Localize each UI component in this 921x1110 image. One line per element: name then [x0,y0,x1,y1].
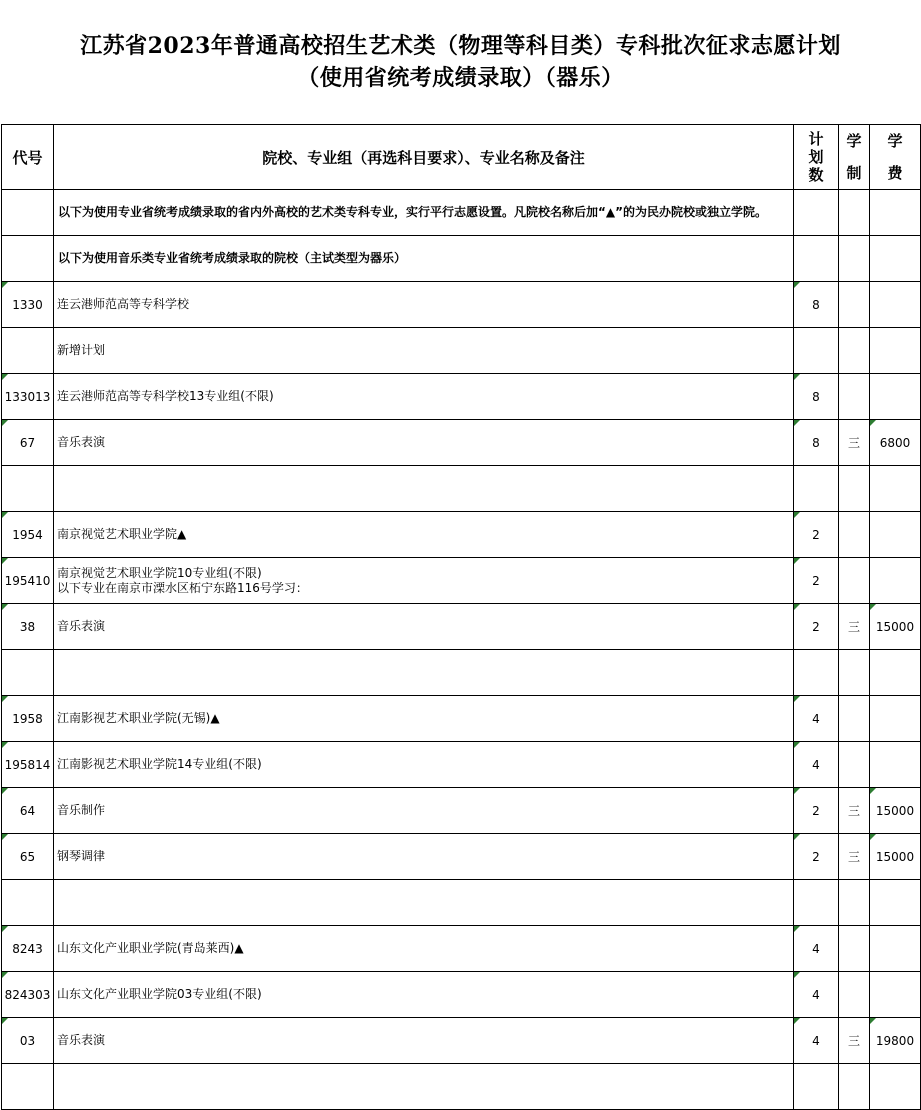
cell-code [2,604,54,650]
cell-plan [794,604,839,650]
cell-fee [870,650,921,696]
header-plan [794,125,839,190]
cell-code-text: 133013 [4,389,51,404]
header-fee-label: 学费 [887,132,903,182]
cell-code-text: 67 [19,435,36,450]
table-row [2,512,921,558]
cell-years-text: 三 [847,436,860,450]
cell-name-text: 钢琴调律 [57,849,106,863]
cell-marker-icon [2,558,8,564]
cell-name [54,466,794,512]
cell-name-text: 江南影视艺术职业学院(无锡)▲ [57,711,220,725]
cell-fee-text: 15000 [875,619,915,634]
cell-name [54,374,794,420]
cell-marker-icon [2,788,8,794]
cell-code-text: 195410 [4,573,51,588]
cell-marker-icon [794,788,800,794]
cell-name [54,420,794,466]
cell-name [54,972,794,1018]
page-title [0,30,921,94]
cell-years [839,880,870,926]
table-header-row [2,125,921,190]
cell-name [54,1064,794,1110]
table-row [2,1018,921,1064]
cell-marker-icon [794,834,800,840]
cell-code [2,1018,54,1064]
cell-years [839,696,870,742]
cell-name [54,926,794,972]
table-row [2,1064,921,1110]
header-name: 院校、专业组（再选科目要求）、专业名称及备注 [54,125,794,190]
cell-fee [870,466,921,512]
cell-marker-icon [2,374,8,380]
cell-name [54,834,794,880]
table-row [2,788,921,834]
cell-name-text: 山东文化产业职业学院03专业组(不限) [57,987,262,1001]
cell-code-text: 03 [19,1033,36,1048]
cell-code [2,650,54,696]
note-private-text: 以下为使用专业省统考成绩录取的省内外高校的艺术类专科专业，实行平行志愿设置。凡院校名称后加“▲”的为民办院校或独立学院。 [54,190,794,236]
cell-fee [870,742,921,788]
note-plan-cell [794,236,839,282]
cell-years [839,1064,870,1110]
cell-code-text: 64 [19,803,36,818]
cell-marker-icon [2,512,8,518]
cell-fee [870,880,921,926]
note-years-cell [839,190,870,236]
cell-code-text: 1954 [12,527,43,542]
cell-plan-text: 4 [812,757,820,772]
cell-code [2,512,54,558]
cell-years [839,834,870,880]
cell-name-text: 新增计划 [57,343,106,357]
cell-marker-icon [2,604,8,610]
cell-marker-icon [794,558,800,564]
cell-code [2,788,54,834]
cell-fee [870,512,921,558]
cell-code [2,558,54,604]
cell-code [2,972,54,1018]
cell-years [839,420,870,466]
title-line-2: （使用省统考成绩录取）（器乐） [297,65,624,91]
cell-years [839,926,870,972]
cell-code-text: 8243 [12,941,43,956]
cell-code-text: 38 [19,619,36,634]
cell-years [839,604,870,650]
cell-marker-icon [794,420,800,426]
note-row-private [2,190,921,236]
note-plan-cell [794,190,839,236]
note-code-cell [2,190,54,236]
cell-plan [794,926,839,972]
note-fee-cell [870,190,921,236]
cell-plan-text: 8 [812,389,820,404]
cell-years-text: 三 [847,850,860,864]
cell-marker-icon [870,604,876,610]
cell-code-text: 195814 [4,757,51,772]
note-fee-cell [870,236,921,282]
cell-marker-icon [794,604,800,610]
cell-name-text: 音乐表演 [57,619,106,633]
note-category-text: 以下为使用音乐类专业省统考成绩录取的院校（主试类型为器乐） [54,236,794,282]
header-years [839,125,870,190]
cell-fee [870,834,921,880]
cell-marker-icon [870,1018,876,1024]
table-row [2,834,921,880]
table-row [2,328,921,374]
cell-code [2,880,54,926]
cell-code-text: 824303 [4,987,51,1002]
cell-years-text: 三 [847,1034,860,1048]
cell-plan [794,788,839,834]
cell-years [839,972,870,1018]
cell-code [2,834,54,880]
cell-plan-text: 2 [812,573,820,588]
cell-fee [870,282,921,328]
cell-fee [870,1018,921,1064]
cell-marker-icon [794,282,800,288]
cell-plan-text: 4 [812,1033,820,1048]
cell-plan-text: 2 [812,619,820,634]
note-years-cell [839,236,870,282]
table-row [2,972,921,1018]
cell-code-text: 65 [19,849,36,864]
header-years-label: 学制 [846,132,862,182]
cell-plan [794,374,839,420]
cell-code-text: 1330 [12,297,43,312]
cell-plan-text: 8 [812,297,820,312]
header-fee [870,125,921,190]
cell-code [2,374,54,420]
cell-name-text: 南京视觉艺术职业学院10专业组(不限) [57,565,262,580]
table-row [2,420,921,466]
cell-marker-icon [794,972,800,978]
cell-fee-text: 6800 [879,435,911,450]
cell-plan-text: 4 [812,987,820,1002]
table-row [2,880,921,926]
cell-name [54,282,794,328]
cell-marker-icon [870,420,876,426]
cell-marker-icon [2,834,8,840]
cell-name [54,558,794,604]
cell-name [54,512,794,558]
cell-fee [870,926,921,972]
cell-years [839,374,870,420]
table-row [2,926,921,972]
title-line-1: 江苏省2023年普通高校招生艺术类（物理等科目类）专科批次征求志愿计划 [80,33,841,59]
cell-plan [794,972,839,1018]
cell-years [839,282,870,328]
cell-name [54,328,794,374]
cell-marker-icon [794,926,800,932]
cell-plan [794,282,839,328]
cell-code [2,420,54,466]
table-row [2,374,921,420]
cell-name-text: 江南影视艺术职业学院14专业组(不限) [57,757,262,771]
header-plan-label: 计划数 [808,130,824,184]
cell-fee [870,696,921,742]
cell-marker-icon [794,1018,800,1024]
table-row [2,696,921,742]
cell-name-location-text: 以下专业在南京市溧水区柘宁东路116号学习： [57,580,308,595]
cell-years [839,558,870,604]
cell-fee [870,604,921,650]
cell-fee [870,1064,921,1110]
cell-marker-icon [2,742,8,748]
cell-marker-icon [2,972,8,978]
cell-name [54,742,794,788]
cell-name-text: 山东文化产业职业学院(青岛莱西)▲ [57,941,244,955]
cell-years [839,650,870,696]
table-row [2,466,921,512]
cell-marker-icon [794,696,800,702]
table-row [2,604,921,650]
cell-years [839,788,870,834]
cell-plan-text: 2 [812,527,820,542]
cell-code-text: 1958 [12,711,43,726]
cell-code [2,1064,54,1110]
cell-marker-icon [794,512,800,518]
cell-plan [794,650,839,696]
cell-marker-icon [2,696,8,702]
cell-code [2,926,54,972]
cell-marker-icon [2,1018,8,1024]
cell-plan [794,742,839,788]
cell-name [54,604,794,650]
cell-fee [870,788,921,834]
cell-name-text: 连云港师范高等专科学校13专业组(不限) [57,389,274,403]
cell-marker-icon [2,282,8,288]
cell-fee [870,328,921,374]
cell-plan [794,558,839,604]
cell-years [839,1018,870,1064]
cell-code [2,696,54,742]
cell-marker-icon [870,788,876,794]
cell-fee-text: 19800 [875,1033,915,1048]
cell-fee-text: 15000 [875,803,915,818]
cell-code [2,466,54,512]
cell-fee [870,374,921,420]
table-row [2,282,921,328]
cell-name-text: 连云港师范高等专科学校 [57,297,190,311]
enrollment-plan-table [1,124,921,1110]
cell-name [54,1018,794,1064]
cell-marker-icon [870,834,876,840]
cell-code [2,328,54,374]
cell-plan [794,1018,839,1064]
cell-name [54,696,794,742]
cell-fee-text: 15000 [875,849,915,864]
cell-years [839,328,870,374]
table-row [2,742,921,788]
cell-code [2,282,54,328]
note-code-cell [2,236,54,282]
cell-plan [794,880,839,926]
cell-plan [794,420,839,466]
cell-plan-text: 2 [812,849,820,864]
note-row-category [2,236,921,282]
cell-name-text: 音乐制作 [57,803,106,817]
cell-marker-icon [794,374,800,380]
cell-plan [794,1064,839,1110]
table-row [2,558,921,604]
table-row [2,650,921,696]
cell-fee [870,972,921,1018]
cell-plan-text: 2 [812,803,820,818]
cell-fee [870,558,921,604]
cell-plan [794,834,839,880]
cell-years [839,512,870,558]
cell-name [54,880,794,926]
cell-marker-icon [2,926,8,932]
cell-plan [794,466,839,512]
cell-years-text: 三 [847,620,860,634]
cell-plan-text: 4 [812,941,820,956]
cell-years-text: 三 [847,804,860,818]
cell-fee [870,420,921,466]
cell-plan-text: 4 [812,711,820,726]
cell-code [2,742,54,788]
cell-years [839,466,870,512]
cell-marker-icon [794,742,800,748]
header-code: 代号 [2,125,54,190]
cell-name-text: 音乐表演 [57,1033,106,1047]
cell-name [54,650,794,696]
cell-plan [794,328,839,374]
cell-years [839,742,870,788]
cell-plan [794,696,839,742]
cell-plan-text: 8 [812,435,820,450]
cell-marker-icon [2,420,8,426]
cell-plan [794,512,839,558]
cell-name [54,788,794,834]
cell-name-text: 南京视觉艺术职业学院▲ [57,527,187,541]
cell-name-text: 音乐表演 [57,435,106,449]
